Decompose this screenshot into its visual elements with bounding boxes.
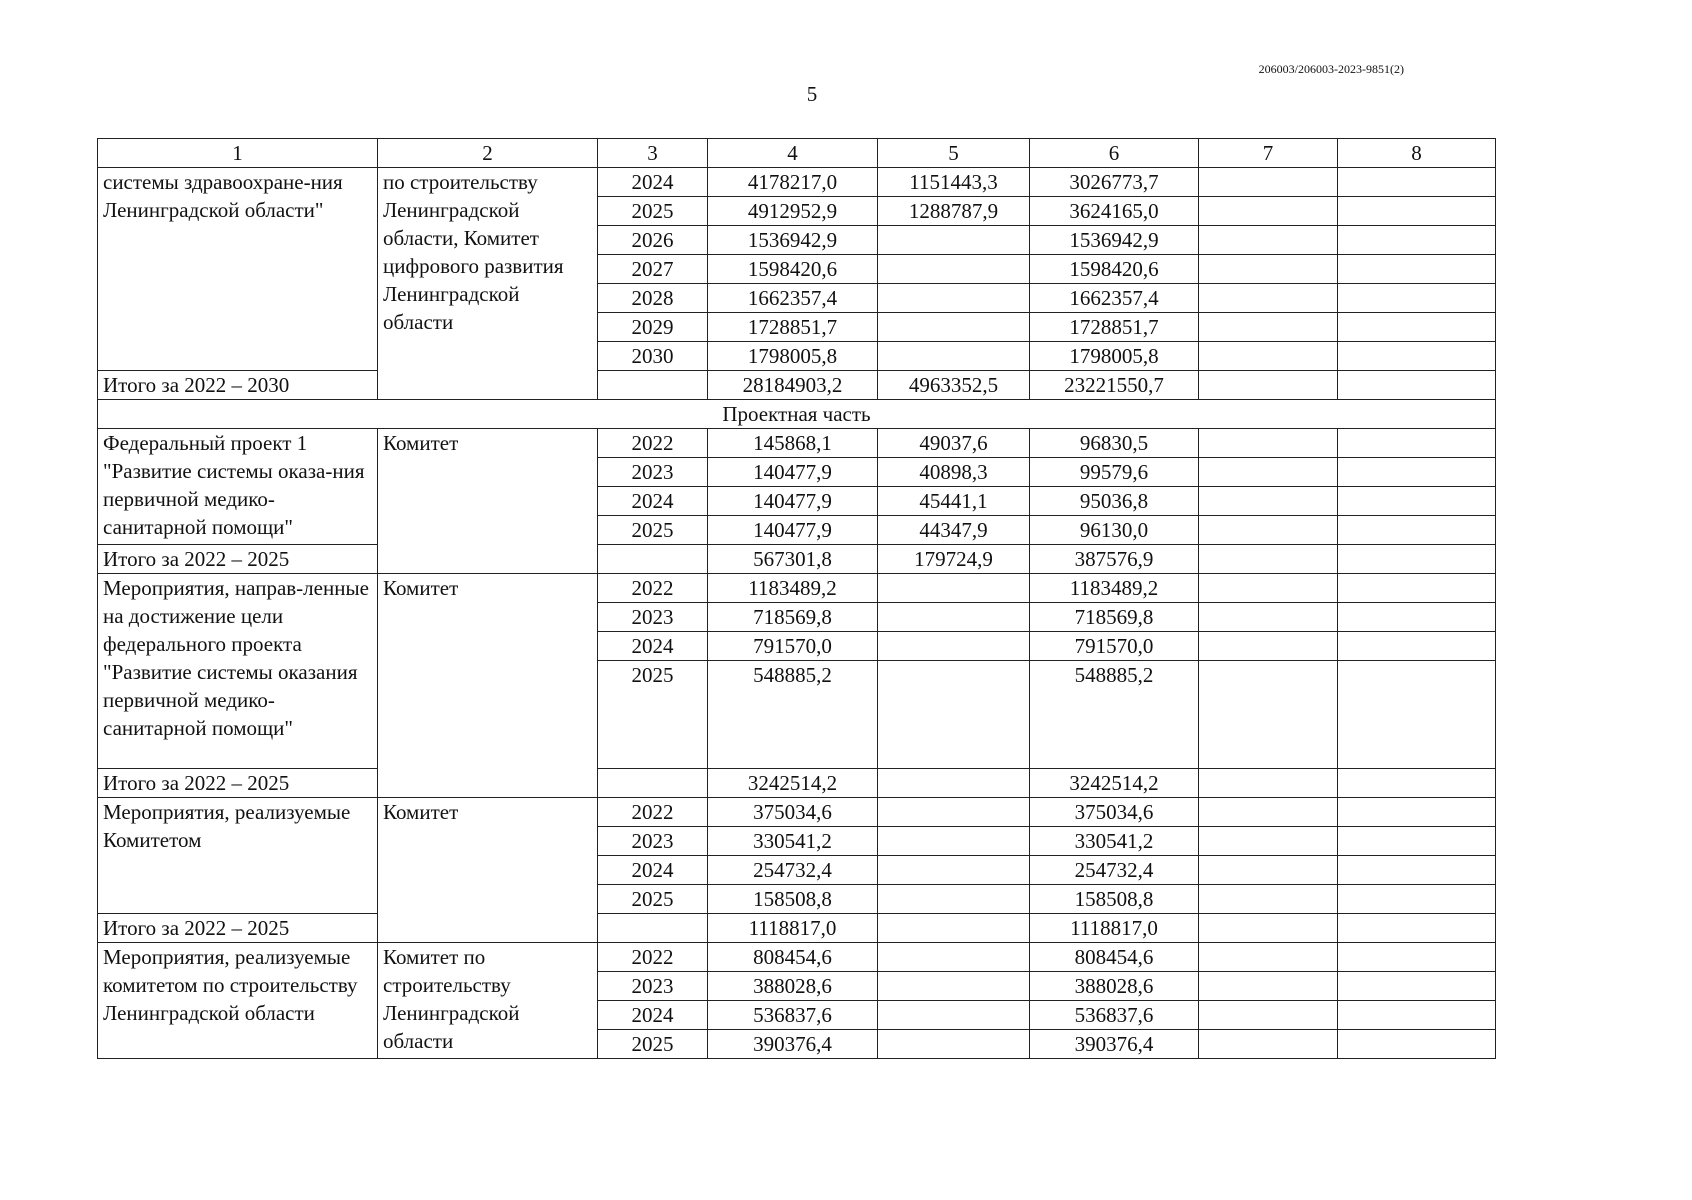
year-cell: [598, 914, 708, 943]
col7-cell: [1199, 516, 1338, 545]
executor: по строительству Ленинградской области, Комитет цифрового развития Ленинградской области: [378, 168, 598, 400]
regional-cell: 1118817,0: [1030, 914, 1199, 943]
year-cell: 2022: [598, 798, 708, 827]
col8-cell: [1338, 284, 1496, 313]
federal-cell: 1288787,9: [878, 197, 1030, 226]
col8-cell: [1338, 168, 1496, 197]
table-row: [98, 574, 1496, 603]
col7-cell: [1199, 943, 1338, 972]
col7-cell: [1199, 798, 1338, 827]
regional-cell: 390376,4: [1030, 1030, 1199, 1059]
federal-cell: 4963352,5: [878, 371, 1030, 400]
col8-cell: [1338, 574, 1496, 603]
total-row: [98, 914, 1496, 943]
total-cell: 1118817,0: [708, 914, 878, 943]
col7-cell: [1199, 769, 1338, 798]
regional-cell: 3026773,7: [1030, 168, 1199, 197]
total-cell: 1662357,4: [708, 284, 878, 313]
year-cell: 2023: [598, 458, 708, 487]
year-cell: 2024: [598, 632, 708, 661]
total-label: Итого за 2022 – 2025: [98, 914, 378, 943]
regional-cell: 96830,5: [1030, 429, 1199, 458]
federal-cell: [878, 574, 1030, 603]
federal-cell: [878, 769, 1030, 798]
year-cell: 2024: [598, 168, 708, 197]
col7-cell: [1199, 1030, 1338, 1059]
year-cell: 2025: [598, 1030, 708, 1059]
total-cell: 548885,2: [708, 661, 878, 769]
total-cell: 390376,4: [708, 1030, 878, 1059]
federal-cell: [878, 827, 1030, 856]
federal-cell: [878, 1030, 1030, 1059]
federal-cell: [878, 914, 1030, 943]
total-cell: 158508,8: [708, 885, 878, 914]
total-cell: 388028,6: [708, 972, 878, 1001]
federal-cell: [878, 255, 1030, 284]
total-cell: 808454,6: [708, 943, 878, 972]
col8-cell: [1338, 1001, 1496, 1030]
col7-cell: [1199, 255, 1338, 284]
total-cell: 1536942,9: [708, 226, 878, 255]
year-cell: 2024: [598, 856, 708, 885]
total-cell: 140477,9: [708, 458, 878, 487]
activity-name: Федеральный проект 1 "Развитие системы оказа-ния первичной медико-санитарной помощи": [98, 429, 378, 545]
table-row: [98, 168, 1496, 197]
col7-cell: [1199, 458, 1338, 487]
year-cell: 2022: [598, 943, 708, 972]
col8-cell: [1338, 342, 1496, 371]
col7-cell: [1199, 226, 1338, 255]
col8-cell: [1338, 313, 1496, 342]
col7-cell: [1199, 284, 1338, 313]
year-cell: [598, 371, 708, 400]
col7-cell: [1199, 487, 1338, 516]
col8-cell: [1338, 516, 1496, 545]
table-row: [98, 798, 1496, 827]
col8-cell: [1338, 661, 1496, 769]
year-cell: 2022: [598, 574, 708, 603]
col8-cell: [1338, 827, 1496, 856]
year-cell: [598, 545, 708, 574]
total-cell: 3242514,2: [708, 769, 878, 798]
total-cell: 140477,9: [708, 487, 878, 516]
regional-cell: 548885,2: [1030, 661, 1199, 769]
total-cell: 140477,9: [708, 516, 878, 545]
regional-cell: 23221550,7: [1030, 371, 1199, 400]
regional-cell: 99579,6: [1030, 458, 1199, 487]
header-cell: 4: [708, 139, 878, 168]
federal-cell: [878, 226, 1030, 255]
federal-cell: [878, 798, 1030, 827]
header-cell: 1: [98, 139, 378, 168]
col8-cell: [1338, 197, 1496, 226]
col7-cell: [1199, 632, 1338, 661]
col8-cell: [1338, 798, 1496, 827]
col8-cell: [1338, 429, 1496, 458]
total-label: Итого за 2022 – 2025: [98, 545, 378, 574]
col8-cell: [1338, 371, 1496, 400]
activity-name: Мероприятия, направ-ленные на достижение цели федерального проекта "Развитие системы оказания первичной медико-санитарной помощи": [98, 574, 378, 769]
federal-cell: 49037,6: [878, 429, 1030, 458]
year-cell: [598, 769, 708, 798]
federal-cell: 179724,9: [878, 545, 1030, 574]
col7-cell: [1199, 827, 1338, 856]
executor: Комитет: [378, 798, 598, 943]
col7-cell: [1199, 429, 1338, 458]
year-cell: 2025: [598, 661, 708, 769]
regional-cell: 718569,8: [1030, 603, 1199, 632]
header-cell: 2: [378, 139, 598, 168]
regional-cell: 1598420,6: [1030, 255, 1199, 284]
col8-cell: [1338, 972, 1496, 1001]
year-cell: 2028: [598, 284, 708, 313]
regional-cell: 808454,6: [1030, 943, 1199, 972]
col7-cell: [1199, 661, 1338, 769]
year-cell: 2025: [598, 516, 708, 545]
col7-cell: [1199, 574, 1338, 603]
regional-cell: 96130,0: [1030, 516, 1199, 545]
regional-cell: 1183489,2: [1030, 574, 1199, 603]
year-cell: 2026: [598, 226, 708, 255]
section-title: Проектная часть: [98, 400, 1496, 429]
col8-cell: [1338, 1030, 1496, 1059]
total-cell: 4178217,0: [708, 168, 878, 197]
regional-cell: 1798005,8: [1030, 342, 1199, 371]
executor: Комитет: [378, 429, 598, 574]
total-cell: 254732,4: [708, 856, 878, 885]
federal-cell: 40898,3: [878, 458, 1030, 487]
federal-cell: [878, 856, 1030, 885]
document-id: 206003/206003-2023-9851(2): [1258, 62, 1404, 76]
regional-cell: 95036,8: [1030, 487, 1199, 516]
total-row: [98, 371, 1496, 400]
header-row: [98, 139, 1496, 168]
year-cell: 2027: [598, 255, 708, 284]
col7-cell: [1199, 603, 1338, 632]
executor: Комитет по строительству Ленинградской области: [378, 943, 598, 1059]
section-row: [98, 400, 1496, 429]
year-cell: 2024: [598, 1001, 708, 1030]
regional-cell: 1662357,4: [1030, 284, 1199, 313]
activity-name: Мероприятия, реализуемые Комитетом: [98, 798, 378, 914]
total-row: [98, 545, 1496, 574]
header-cell: 3: [598, 139, 708, 168]
regional-cell: 3624165,0: [1030, 197, 1199, 226]
regional-cell: 254732,4: [1030, 856, 1199, 885]
total-label: Итого за 2022 – 2030: [98, 371, 378, 400]
col8-cell: [1338, 885, 1496, 914]
col8-cell: [1338, 856, 1496, 885]
federal-cell: 44347,9: [878, 516, 1030, 545]
total-cell: 536837,6: [708, 1001, 878, 1030]
col8-cell: [1338, 632, 1496, 661]
header-cell: 8: [1338, 139, 1496, 168]
table-row: [98, 429, 1496, 458]
federal-cell: [878, 342, 1030, 371]
col8-cell: [1338, 769, 1496, 798]
col7-cell: [1199, 545, 1338, 574]
page-number: 5: [806, 82, 818, 106]
col7-cell: [1199, 313, 1338, 342]
header-cell: 6: [1030, 139, 1199, 168]
year-cell: 2023: [598, 827, 708, 856]
year-cell: 2023: [598, 972, 708, 1001]
col8-cell: [1338, 487, 1496, 516]
regional-cell: 387576,9: [1030, 545, 1199, 574]
col8-cell: [1338, 603, 1496, 632]
total-cell: 28184903,2: [708, 371, 878, 400]
total-cell: 4912952,9: [708, 197, 878, 226]
year-cell: 2025: [598, 197, 708, 226]
col7-cell: [1199, 197, 1338, 226]
header-cell: 7: [1199, 139, 1338, 168]
regional-cell: 1728851,7: [1030, 313, 1199, 342]
col7-cell: [1199, 1001, 1338, 1030]
total-cell: 567301,8: [708, 545, 878, 574]
regional-cell: 375034,6: [1030, 798, 1199, 827]
col8-cell: [1338, 545, 1496, 574]
col7-cell: [1199, 342, 1338, 371]
col7-cell: [1199, 371, 1338, 400]
year-cell: 2025: [598, 885, 708, 914]
header-cell: 5: [878, 139, 1030, 168]
col7-cell: [1199, 972, 1338, 1001]
federal-cell: [878, 284, 1030, 313]
federal-cell: [878, 603, 1030, 632]
col8-cell: [1338, 914, 1496, 943]
col8-cell: [1338, 255, 1496, 284]
total-row: [98, 769, 1496, 798]
col7-cell: [1199, 885, 1338, 914]
regional-cell: 330541,2: [1030, 827, 1199, 856]
total-cell: 330541,2: [708, 827, 878, 856]
activity-name: системы здравоохране-ния Ленинградской области": [98, 168, 378, 371]
year-cell: 2023: [598, 603, 708, 632]
year-cell: 2030: [598, 342, 708, 371]
col8-cell: [1338, 458, 1496, 487]
col7-cell: [1199, 856, 1338, 885]
regional-cell: 536837,6: [1030, 1001, 1199, 1030]
total-cell: 718569,8: [708, 603, 878, 632]
total-cell: 1728851,7: [708, 313, 878, 342]
col7-cell: [1199, 168, 1338, 197]
regional-cell: 388028,6: [1030, 972, 1199, 1001]
total-label: Итого за 2022 – 2025: [98, 769, 378, 798]
col7-cell: [1199, 914, 1338, 943]
federal-cell: [878, 1001, 1030, 1030]
year-cell: 2024: [598, 487, 708, 516]
federal-cell: [878, 313, 1030, 342]
regional-cell: 791570,0: [1030, 632, 1199, 661]
federal-cell: 1151443,3: [878, 168, 1030, 197]
federal-cell: [878, 661, 1030, 769]
year-cell: 2022: [598, 429, 708, 458]
federal-cell: [878, 972, 1030, 1001]
federal-cell: [878, 885, 1030, 914]
regional-cell: 3242514,2: [1030, 769, 1199, 798]
regional-cell: 158508,8: [1030, 885, 1199, 914]
col8-cell: [1338, 226, 1496, 255]
executor: Комитет: [378, 574, 598, 798]
federal-cell: [878, 632, 1030, 661]
total-cell: 1598420,6: [708, 255, 878, 284]
financing-table: [97, 138, 1496, 1059]
col8-cell: [1338, 943, 1496, 972]
total-cell: 1183489,2: [708, 574, 878, 603]
total-cell: 375034,6: [708, 798, 878, 827]
table-row: [98, 943, 1496, 972]
total-cell: 791570,0: [708, 632, 878, 661]
total-cell: 1798005,8: [708, 342, 878, 371]
year-cell: 2029: [598, 313, 708, 342]
federal-cell: [878, 943, 1030, 972]
regional-cell: 1536942,9: [1030, 226, 1199, 255]
total-cell: 145868,1: [708, 429, 878, 458]
federal-cell: 45441,1: [878, 487, 1030, 516]
activity-name: Мероприятия, реализуемые комитетом по строительству Ленинградской области: [98, 943, 378, 1059]
